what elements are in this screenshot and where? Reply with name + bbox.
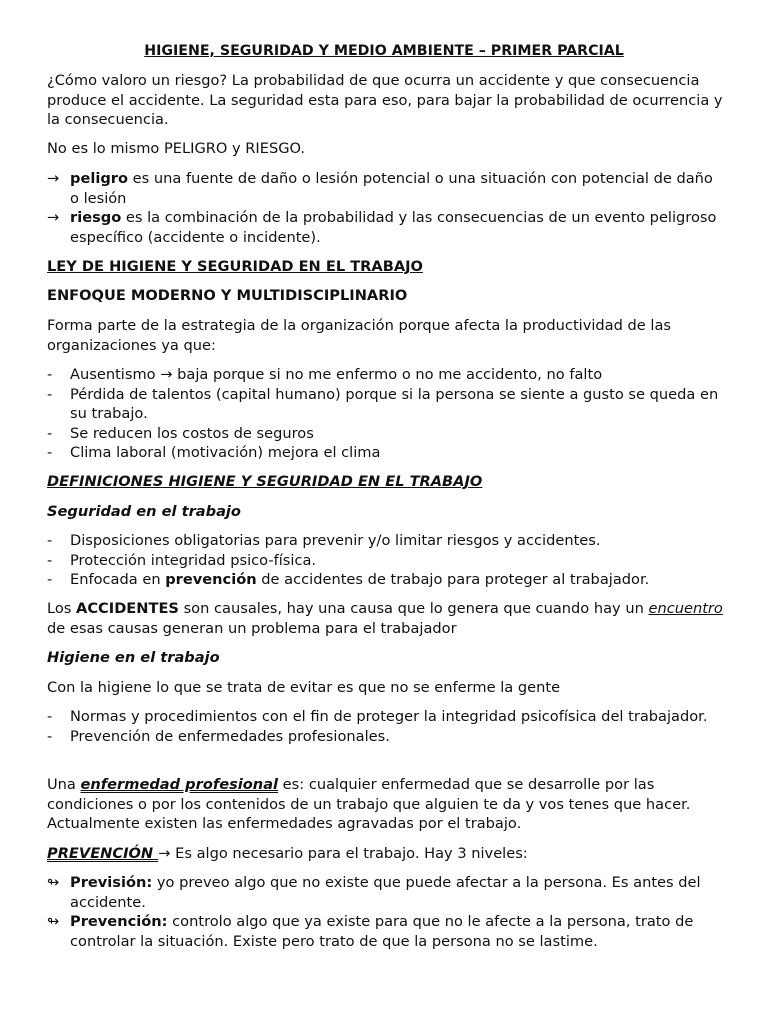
higiene-list <box>47 707 723 746</box>
text: Es algo necesario para el trabajo. Hay 3 niveles: <box>170 845 528 862</box>
ley-heading: LEY DE HIGIENE Y SEGURIDAD EN EL TRABAJO <box>47 258 423 275</box>
forma-parte-paragraph: Forma parte de la estrategia de la organización porque afecta la productividad de las organizaciones ya que: <box>47 317 672 354</box>
arrow-icon: → <box>47 170 60 187</box>
list-item <box>47 727 723 747</box>
item-text: Ausentismo <box>70 366 161 383</box>
item-text: Clima laboral (motivación) mejora el clima <box>70 444 381 462</box>
item-text: Disposiciones obligatorias para prevenir y/o limitar riesgos y accidentes. <box>70 532 601 549</box>
list-item <box>47 531 723 551</box>
peligro-riesgo-paragraph: No es lo mismo PELIGRO y RIESGO. <box>47 140 306 157</box>
enfermedad-paragraph <box>47 775 723 834</box>
arrow-icon: → <box>158 845 171 862</box>
list-item <box>47 365 723 385</box>
list-item <box>47 707 723 727</box>
text: Los <box>47 600 77 617</box>
higiene-intro: Con la higiene lo que se trata de evitar es que no se enferme la gente <box>47 679 561 696</box>
item-text: yo preveo algo que no existe que puede afectar a la persona. Es antes del accidente. <box>70 874 701 911</box>
seguridad-list <box>47 531 723 590</box>
item-text: controlo algo que ya existe para que no le afecte a la persona, trato de controlar la situación. Existe pero trato de que la persona no se lastime. <box>70 913 694 950</box>
text: Una <box>47 776 81 793</box>
dash-marker: - <box>47 727 53 745</box>
dash-marker: - <box>47 551 53 569</box>
enfoque-heading: ENFOQUE MODERNO Y MULTIDISCIPLINARIO <box>47 287 408 304</box>
text: de esas causas generan un problema para el trabajador <box>47 619 457 637</box>
accidentes-paragraph <box>47 599 723 638</box>
item-text: Pérdida de talentos (capital humano) porque si la persona se siente a gusto se queda en su trabajo. <box>70 385 719 423</box>
dash-marker: - <box>47 708 53 725</box>
term: peligro <box>70 170 129 187</box>
higiene-heading: Higiene en el trabajo <box>47 649 220 666</box>
item-text: Normas y procedimientos con el fin de proteger la integridad psicofísica del trabajador. <box>70 708 708 725</box>
item-text: baja porque si no me enfermo o no me accidento, no falto <box>172 366 603 383</box>
item-text: de accidentes de trabajo para proteger al trabajador. <box>256 571 650 589</box>
list-item <box>47 385 723 424</box>
document-title: HIGIENE, SEGURIDAD Y MEDIO AMBIENTE – PRIMER PARCIAL <box>144 43 624 59</box>
organization-list <box>47 365 723 463</box>
dash-marker: - <box>47 385 53 403</box>
seguridad-heading: Seguridad en el trabajo <box>47 503 241 520</box>
text: encuentro <box>648 600 723 617</box>
dash-marker: - <box>47 571 53 589</box>
list-item <box>47 873 723 912</box>
dash-marker: - <box>47 424 53 442</box>
term: Previsión: <box>70 874 153 891</box>
arrow-icon: → <box>47 209 60 227</box>
term: Prevención: <box>70 913 168 931</box>
list-item <box>47 570 723 590</box>
list-item <box>47 424 723 444</box>
item-text: Prevención de enfermedades profesionales. <box>70 727 390 745</box>
dash-marker: - <box>47 532 53 549</box>
text: ACCIDENTES <box>76 600 179 617</box>
list-item <box>47 443 723 463</box>
item-text: Protección integridad psico-física. <box>70 551 317 569</box>
list-item <box>47 208 723 247</box>
intro-paragraph: ¿Cómo valoro un riesgo? La probabilidad de que ocurra un accidente y que consecuencia produce el accidente. La seguridad esta para eso, para bajar la probabilidad de ocurrencia y la consecuencia. <box>47 72 723 129</box>
arrow-icon: → <box>160 366 173 383</box>
definition-text: es la combinación de la probabilidad y las consecuencias de un evento peligroso específico (accidente o incidente). <box>70 209 717 246</box>
hand-arrow-icon: ↬ <box>47 913 60 931</box>
definiciones-heading: DEFINICIONES HIGIENE Y SEGURIDAD EN EL TRABAJO <box>47 473 483 490</box>
term: riesgo <box>70 209 122 227</box>
prevencion-paragraph <box>47 844 723 864</box>
definitions-list <box>47 169 723 247</box>
hand-arrow-icon: ↬ <box>47 874 60 891</box>
text: enfermedad profesional <box>80 776 279 793</box>
text: es: cualquier enfermedad que se desarrolle por las condiciones o por los contenidos de un trabajo que alguien te da y vos tenes que hacer. Actualmente existen las enfermedades agravadas por el trabajo. <box>47 776 691 833</box>
item-text: Se reducen los costos de seguros <box>70 424 314 442</box>
item-text: Enfocada en <box>70 571 166 589</box>
niveles-list <box>47 873 723 951</box>
item-text: prevención <box>165 571 257 589</box>
dash-marker: - <box>47 366 53 383</box>
list-item <box>47 912 723 951</box>
definition-text: es una fuente de daño o lesión potencial o una situación con potencial de daño o lesión <box>70 170 713 207</box>
list-item <box>47 169 723 208</box>
dash-marker: - <box>47 444 53 462</box>
text: son causales, hay una causa que lo genera que cuando hay un <box>178 600 649 617</box>
text: PREVENCIÓN <box>47 845 159 862</box>
list-item <box>47 551 723 571</box>
